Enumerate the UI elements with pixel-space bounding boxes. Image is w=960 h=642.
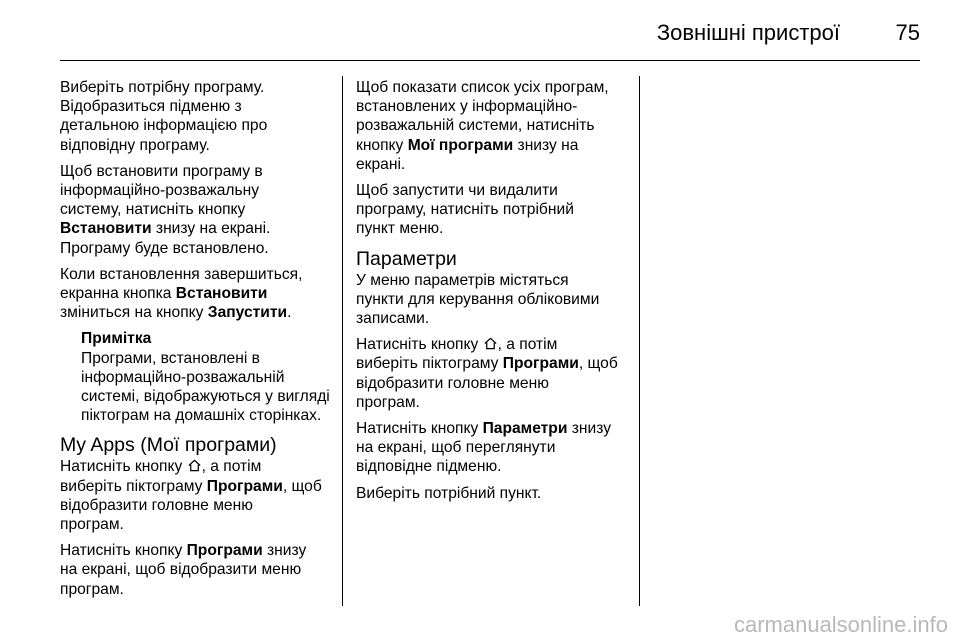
section-heading-settings: Параметри bbox=[356, 247, 457, 270]
column-divider-right bbox=[639, 76, 640, 606]
paragraph-list-apps: Щоб показати список усіх програм, встановлених у інформаційно- розважальній системи, натисніть кнопку Мої програми знизу на екрані. bbox=[356, 79, 609, 173]
page-title: Зовнішні пристрої bbox=[656, 20, 840, 45]
page-header bbox=[60, 0, 920, 62]
paragraph-install-complete: Коли встановлення завершиться, екранна кнопка Встановити зміниться на кнопку Запустити. bbox=[60, 265, 303, 322]
paragraph-run-delete: Щоб запустити чи видалити програму, натисніть потрібний пункт меню. bbox=[356, 182, 574, 238]
note-box: Примітка Програми, встановлені в інформаційно-розважальній системі, відображуються у вигляді піктограм на домашніх сторінках. bbox=[81, 329, 335, 425]
section-heading-my-apps: My Apps (Мої програми) bbox=[60, 434, 277, 457]
paragraph-apps-menu: Натисніть кнопку Програми знизу на екрані, щоб відобразити меню програм. bbox=[60, 542, 307, 598]
paragraph-select-app: Виберіть потрібну програму. Відобразиться підменю з детальною інформацією про відповідну програму. bbox=[60, 79, 268, 154]
install-button-label: Встановити bbox=[175, 285, 268, 303]
paragraph-open-apps: Натисніть кнопку , а потім виберіть піктограму Програми, щоб відобразити головне меню програм. bbox=[60, 458, 322, 534]
apps-icon-label: Програми bbox=[502, 355, 579, 373]
home-icon bbox=[483, 336, 498, 351]
page-number: 75 bbox=[895, 20, 920, 45]
my-apps-button-label: Мої програми bbox=[407, 136, 514, 154]
home-icon bbox=[187, 458, 202, 473]
note-heading: Примітка bbox=[81, 330, 152, 348]
header-divider bbox=[60, 60, 920, 61]
paragraph-settings-submenu: Натисніть кнопку Параметри знизу на екрані, щоб переглянути відповідне підменю. bbox=[356, 420, 612, 476]
apps-button-label: Програми bbox=[186, 542, 263, 560]
launch-button-label: Запустити bbox=[207, 304, 288, 322]
left-column bbox=[60, 78, 335, 606]
paragraph-open-apps-2: Натисніть кнопку , а потім виберіть піктограму Програми, щоб відобразити головне меню програм. bbox=[356, 336, 618, 411]
column-divider-left bbox=[342, 76, 343, 606]
paragraph-install-app: Щоб встановити програму в інформаційно-розважальну систему, натисніть кнопку Встановити знизу на екрані. Програму буде встановлено. bbox=[60, 162, 271, 257]
paragraph-settings-menu: У меню параметрів містяться пункти для керування обліковими записами. bbox=[356, 271, 600, 328]
paragraph-select-item: Виберіть потрібний пункт. bbox=[356, 484, 542, 502]
watermark: carmanualsonline.info bbox=[733, 612, 948, 637]
middle-column bbox=[356, 78, 631, 510]
settings-button-label: Параметри bbox=[482, 420, 568, 438]
install-button-label: Встановити bbox=[60, 220, 152, 238]
apps-icon-label: Програми bbox=[206, 477, 283, 495]
